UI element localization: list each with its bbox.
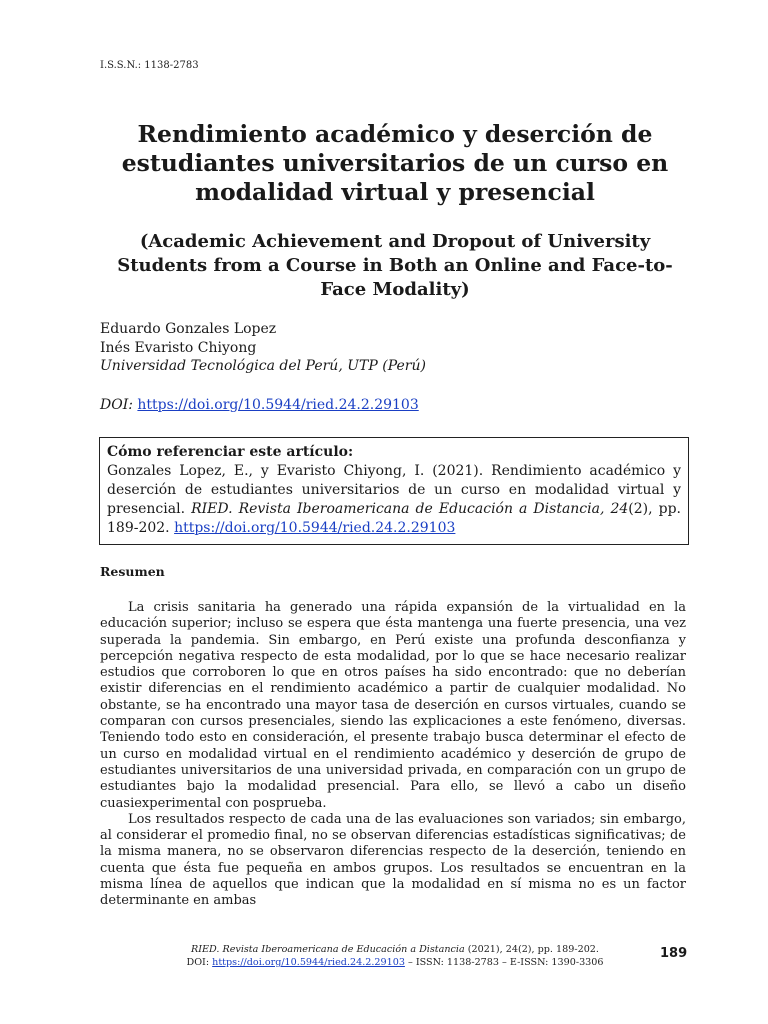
- subtitle-line: Face Modality): [320, 279, 470, 300]
- subtitle-line: (Academic Achievement and Dropout of University: [139, 231, 651, 252]
- citation-text-part: (2), pp. 189-202.: [107, 501, 681, 536]
- abstract-heading: Resumen: [100, 564, 165, 579]
- author-block: [100, 320, 426, 376]
- abstract-paragraph: La crisis sanitaria ha generado una rápida expansión de la virtualidad en la educación superior; incluso se espera que ésta mantenga una fuerte presencia, una vez superada la pandemia. Sin embargo, en Perú existe una profunda desconfianza y percepción negativa respecto de esta modalidad, por lo que se hace necesario realizar estudios que corroboren lo que en otros países ha sido encontrado: que no deberían existir diferencias en el rendimiento académico a partir de cualquier modalidad. No obstante, se ha encontrado una mayor tasa de deserción en cursos virtuales, cuando se comparan con cursos presenciales, siendo las explicaciones a este fenómeno, diversas. Teniendo todo esto en consideración, el presente trabajo busca determinar el efecto de un curso en modalidad virtual en el rendimiento académico y deserción de grupo de estudiantes universitarios de una universidad privada, en comparación con un grupo de estudiantes bajo la modalidad presencial. Para ello, se llevó a cabo un diseño cuasiexperimental con posprueba.: [100, 600, 686, 811]
- page-footer: [150, 943, 640, 969]
- citation-doi-link[interactable]: https://doi.org/10.5944/ried.24.2.29103: [174, 520, 456, 536]
- issn-header: I.S.S.N.: 1138-2783: [100, 60, 199, 71]
- footer-issn: – ISSN: 1138-2783 – E-ISSN: 1390-3306: [404, 957, 604, 968]
- citation-heading: Cómo referenciar este artículo:: [107, 444, 354, 460]
- doi-link[interactable]: https://doi.org/10.5944/ried.24.2.29103: [137, 397, 419, 413]
- abstract-paragraph: Los resultados respecto de cada una de las evaluaciones son variados; sin embargo, al considerar el promedio final, no se observan diferencias estadísticas significativas; de la misma manera, no se observaron diferencias respecto de la deserción, teniendo en cuenta que ésta fue pequeña en ambos grupos. Los resultados se encuentran en la misma línea de aquellos que indican que la modalidad en sí misma no es un factor determinante en ambas: [100, 811, 686, 909]
- footer-journal-name: RIED. Revista Iberoamericana de Educación a Distancia: [191, 944, 465, 955]
- footer-journal-details: (2021), 24(2), pp. 189-202.: [464, 944, 599, 955]
- doi-line: [100, 397, 419, 413]
- citation-box: [99, 437, 689, 545]
- citation-journal: RIED. Revista Iberoamericana de Educación a Distancia, 24: [191, 501, 629, 517]
- footer-doi-link[interactable]: https://doi.org/10.5944/ried.24.2.29103: [212, 957, 405, 968]
- title-line: Rendimiento académico y deserción de: [137, 120, 653, 148]
- author-affiliation: Universidad Tecnológica del Perú, UTP (Perú): [100, 358, 426, 374]
- citation-text: [107, 462, 681, 538]
- author-name: Inés Evaristo Chiyong: [100, 339, 257, 356]
- title-line: estudiantes universitarios de un curso en: [121, 149, 669, 177]
- footer-doi-line: [150, 956, 640, 969]
- doi-label: DOI:: [100, 397, 133, 413]
- article-subtitle-english: [95, 230, 695, 302]
- article-title: [95, 120, 695, 207]
- citation-text-part: Gonzales Lopez, E., y Evaristo Chiyong, I. (2021). Rendimiento académico y deserción de estudiantes universitarios de un curso en modalidad virtual y presencial.: [107, 463, 681, 517]
- title-line: modalidad virtual y presencial: [195, 178, 595, 206]
- subtitle-line: Students from a Course in Both an Online and Face-to-: [117, 255, 673, 276]
- page-number: 189: [660, 946, 688, 961]
- footer-doi-label: DOI:: [186, 957, 213, 968]
- footer-journal-line: [150, 943, 640, 956]
- author-name: Eduardo Gonzales Lopez: [100, 321, 277, 337]
- abstract-body: [100, 600, 686, 910]
